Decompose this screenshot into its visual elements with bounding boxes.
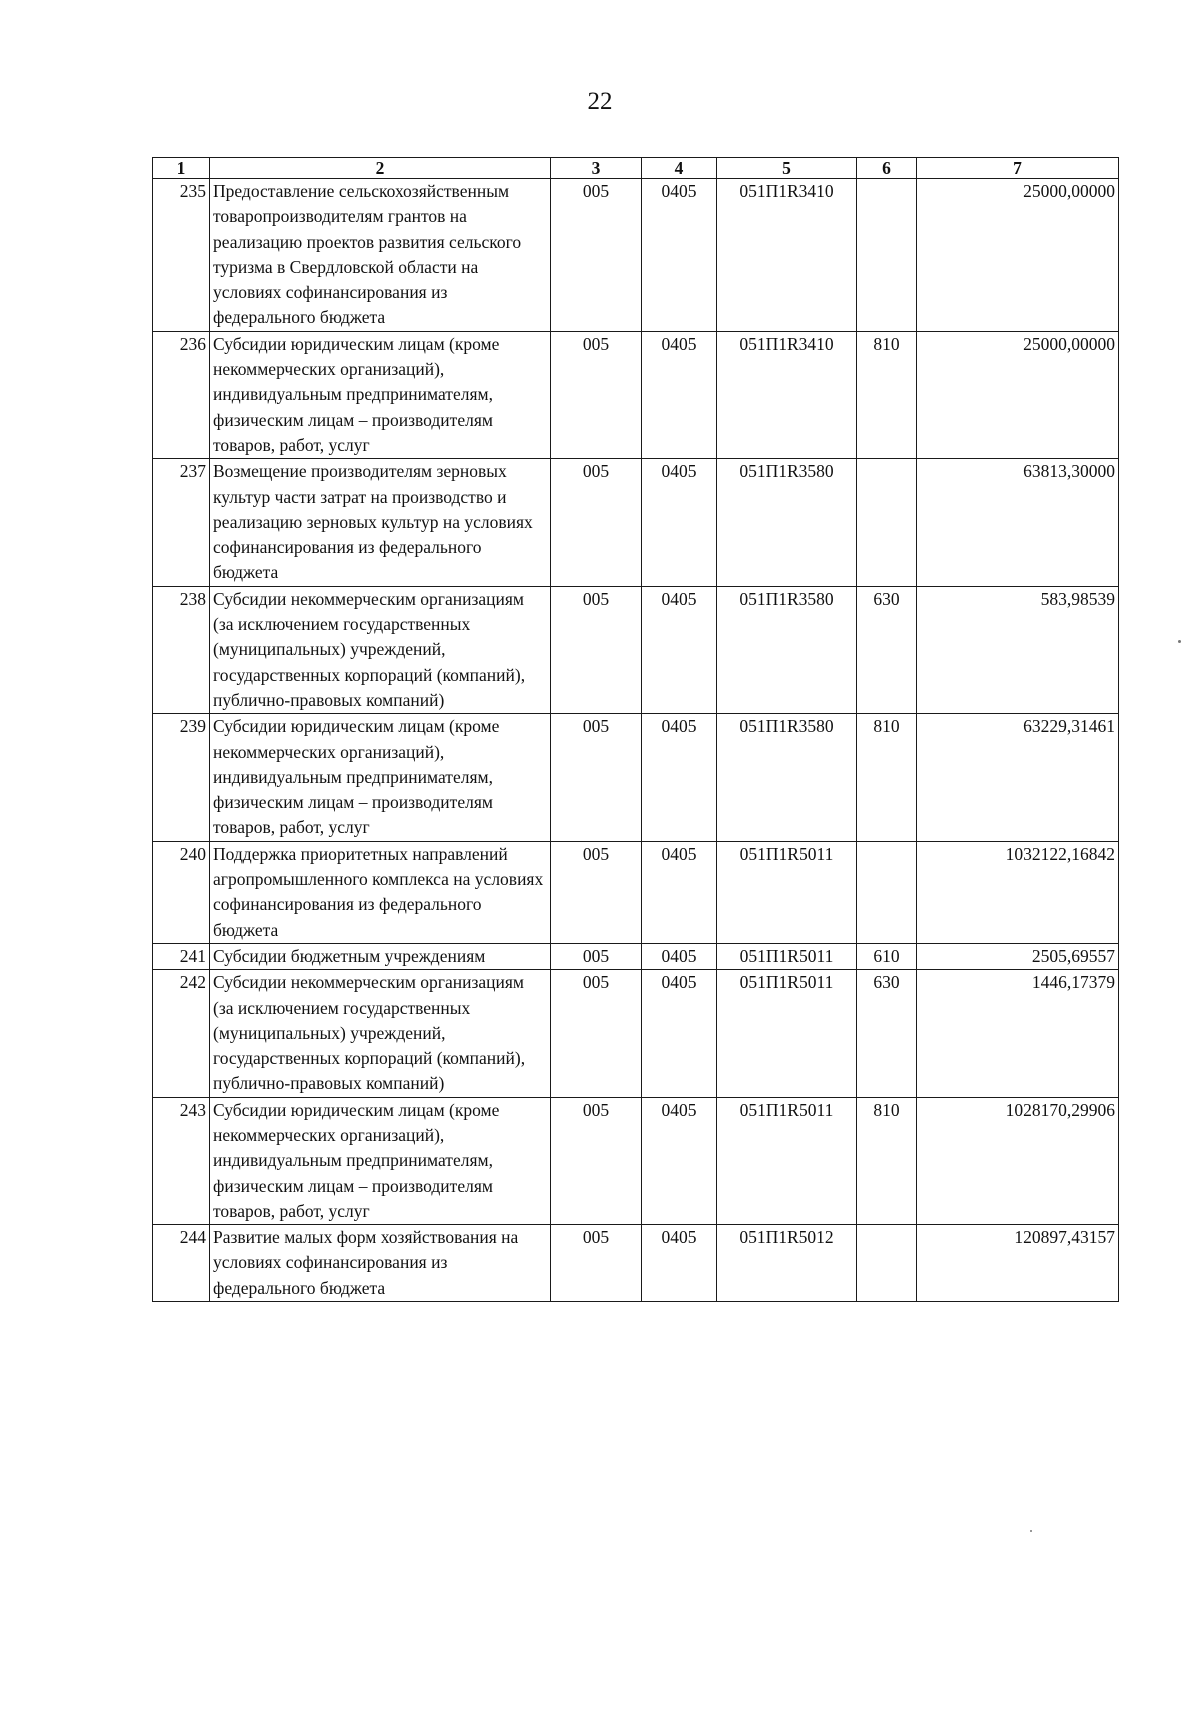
row-number: 239: [153, 714, 210, 841]
row-target-article-code: 051П1R3410: [717, 179, 857, 332]
row-ministry-code: 005: [551, 179, 642, 332]
column-header: 7: [917, 158, 1119, 179]
row-number: 240: [153, 841, 210, 943]
row-amount: 1446,17379: [917, 970, 1119, 1097]
row-ministry-code: 005: [551, 970, 642, 1097]
row-section-code: 0405: [642, 943, 717, 969]
page-number: 22: [587, 88, 613, 115]
row-expense-type-code: 630: [857, 586, 917, 713]
budget-table: [152, 157, 1119, 1302]
row-name: Субсидии некоммерческим организациям (за исключением государственных (муниципальных) учреждений, государственных корпораций (компаний), публично-правовых компаний): [210, 586, 551, 713]
row-section-code: 0405: [642, 1097, 717, 1224]
row-amount: 2505,69557: [917, 943, 1119, 969]
row-section-code: 0405: [642, 970, 717, 1097]
row-name: Развитие малых форм хозяйствования на условиях софинансирования из федерального бюджета: [210, 1225, 551, 1302]
row-section-code: 0405: [642, 459, 717, 586]
column-header: 6: [857, 158, 917, 179]
table-row: [153, 179, 1119, 332]
column-header: 5: [717, 158, 857, 179]
row-expense-type-code: 810: [857, 1097, 917, 1224]
row-ministry-code: 005: [551, 1225, 642, 1302]
row-name: Предоставление сельскохозяйственным товаропроизводителям грантов на реализацию проектов развития сельского туризма в Свердловской области на условиях софинансирования из федерального бюджета: [210, 179, 551, 332]
row-ministry-code: 005: [551, 714, 642, 841]
row-section-code: 0405: [642, 841, 717, 943]
column-header: 2: [210, 158, 551, 179]
row-number: 237: [153, 459, 210, 586]
row-ministry-code: 005: [551, 459, 642, 586]
row-target-article-code: 051П1R5011: [717, 943, 857, 969]
row-section-code: 0405: [642, 714, 717, 841]
row-target-article-code: 051П1R5011: [717, 970, 857, 1097]
row-number: 236: [153, 331, 210, 458]
row-ministry-code: 005: [551, 331, 642, 458]
row-name: Субсидии некоммерческим организациям (за исключением государственных (муниципальных) учреждений, государственных корпораций (компаний), публично-правовых компаний): [210, 970, 551, 1097]
row-amount: 120897,43157: [917, 1225, 1119, 1302]
row-target-article-code: 051П1R3580: [717, 459, 857, 586]
row-number: 243: [153, 1097, 210, 1224]
row-number: 238: [153, 586, 210, 713]
row-ministry-code: 005: [551, 586, 642, 713]
row-number: 241: [153, 943, 210, 969]
row-target-article-code: 051П1R3580: [717, 714, 857, 841]
row-section-code: 0405: [642, 1225, 717, 1302]
row-section-code: 0405: [642, 586, 717, 713]
column-header: 3: [551, 158, 642, 179]
row-amount: 63813,30000: [917, 459, 1119, 586]
table-row: [153, 943, 1119, 969]
header-row: [153, 158, 1119, 179]
table-row: [153, 586, 1119, 713]
table-body: [153, 179, 1119, 1302]
row-target-article-code: 051П1R3580: [717, 586, 857, 713]
row-number: 235: [153, 179, 210, 332]
row-amount: 25000,00000: [917, 179, 1119, 332]
row-ministry-code: 005: [551, 943, 642, 969]
row-expense-type-code: 810: [857, 714, 917, 841]
table-row: [153, 714, 1119, 841]
row-name: Субсидии юридическим лицам (кроме некоммерческих организаций), индивидуальным предпринимателям, физическим лицам – производителям товаров, работ, услуг: [210, 331, 551, 458]
row-amount: 25000,00000: [917, 331, 1119, 458]
row-expense-type-code: 630: [857, 970, 917, 1097]
row-amount: 63229,31461: [917, 714, 1119, 841]
row-name: Возмещение производителям зерновых культур части затрат на производство и реализацию зерновых культур на условиях софинансирования из федерального бюджета: [210, 459, 551, 586]
row-number: 242: [153, 970, 210, 1097]
scan-speck: [1030, 1530, 1032, 1532]
column-header: 4: [642, 158, 717, 179]
table-row: [153, 459, 1119, 586]
table-row: [153, 331, 1119, 458]
row-target-article-code: 051П1R5011: [717, 1097, 857, 1224]
table-row: [153, 1097, 1119, 1224]
table-row: [153, 1225, 1119, 1302]
scan-speck: [1178, 640, 1181, 643]
row-name: Субсидии бюджетным учреждениям: [210, 943, 551, 969]
table-row: [153, 841, 1119, 943]
row-ministry-code: 005: [551, 841, 642, 943]
row-target-article-code: 051П1R5012: [717, 1225, 857, 1302]
row-expense-type-code: 810: [857, 331, 917, 458]
table-row: [153, 970, 1119, 1097]
row-target-article-code: 051П1R3410: [717, 331, 857, 458]
row-expense-type-code: [857, 1225, 917, 1302]
row-section-code: 0405: [642, 331, 717, 458]
row-name: Субсидии юридическим лицам (кроме некоммерческих организаций), индивидуальным предпринимателям, физическим лицам – производителям товаров, работ, услуг: [210, 1097, 551, 1224]
row-name: Поддержка приоритетных направлений агропромышленного комплекса на условиях софинансирования из федерального бюджета: [210, 841, 551, 943]
column-header: 1: [153, 158, 210, 179]
row-expense-type-code: [857, 841, 917, 943]
row-expense-type-code: [857, 179, 917, 332]
row-number: 244: [153, 1225, 210, 1302]
row-expense-type-code: 610: [857, 943, 917, 969]
row-amount: 583,98539: [917, 586, 1119, 713]
row-section-code: 0405: [642, 179, 717, 332]
row-ministry-code: 005: [551, 1097, 642, 1224]
row-name: Субсидии юридическим лицам (кроме некоммерческих организаций), индивидуальным предпринимателям, физическим лицам – производителям товаров, работ, услуг: [210, 714, 551, 841]
row-amount: 1032122,16842: [917, 841, 1119, 943]
row-target-article-code: 051П1R5011: [717, 841, 857, 943]
row-amount: 1028170,29906: [917, 1097, 1119, 1224]
row-expense-type-code: [857, 459, 917, 586]
